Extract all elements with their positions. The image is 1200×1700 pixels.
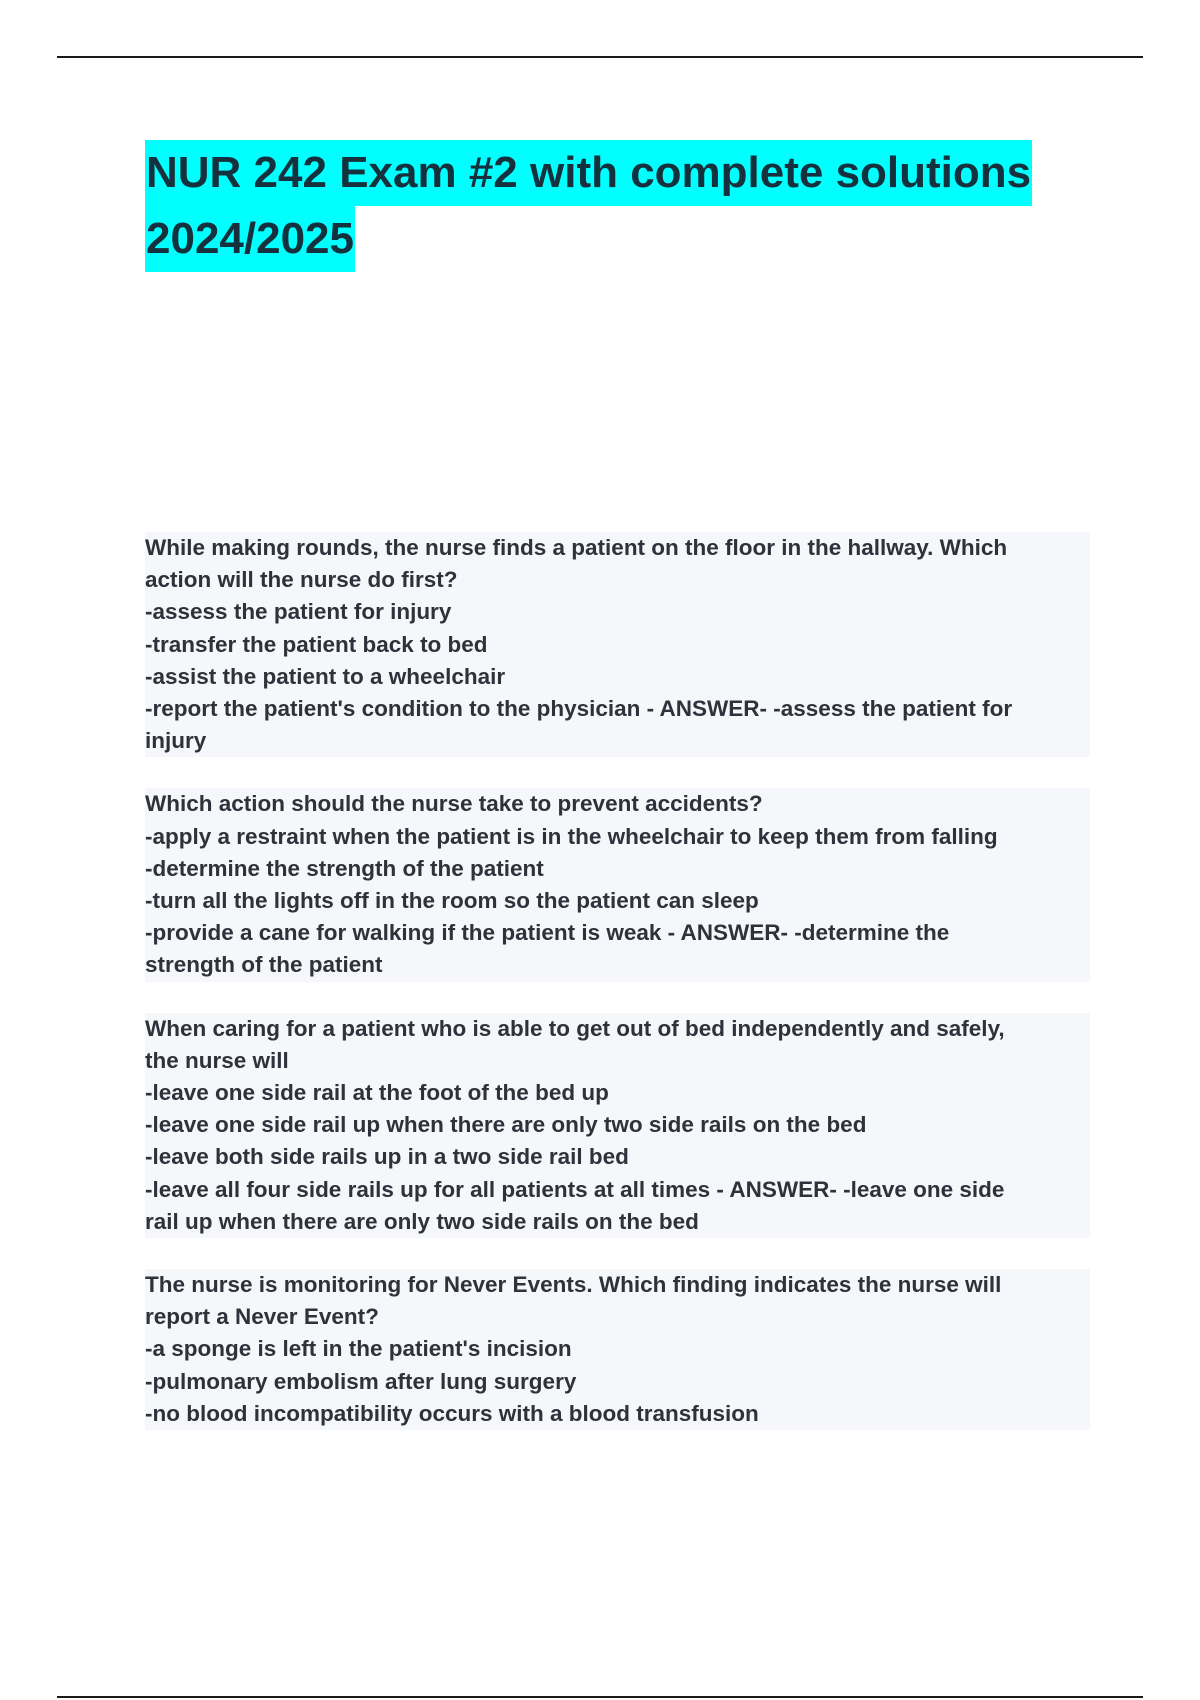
- answer-option: -no blood incompatibility occurs with a blood transfusion: [145, 1398, 1090, 1430]
- answer-option: -leave one side rail at the foot of the bed up: [145, 1077, 1090, 1109]
- question-text: When caring for a patient who is able to get out of bed independently and safely,: [145, 1013, 1090, 1045]
- answer-option: -provide a cane for walking if the patient is weak - ANSWER- -determine the: [145, 917, 1090, 949]
- question-text: action will the nurse do first?: [145, 564, 1090, 596]
- top-rule: [57, 56, 1143, 58]
- question-block-2: [145, 788, 1090, 981]
- question-text: While making rounds, the nurse finds a patient on the floor in the hallway. Which: [145, 532, 1090, 564]
- title-line-1: NUR 242 Exam #2 with complete solutions: [145, 140, 1032, 206]
- answer-option: -transfer the patient back to bed: [145, 629, 1090, 661]
- document-title: [145, 140, 1085, 272]
- question-text: report a Never Event?: [145, 1301, 1090, 1333]
- answer-option: -determine the strength of the patient: [145, 853, 1090, 885]
- question-block-3: [145, 1013, 1090, 1238]
- answer-option: -a sponge is left in the patient's incision: [145, 1333, 1090, 1365]
- correct-answer: strength of the patient: [145, 949, 1090, 981]
- question-block-4: [145, 1269, 1090, 1430]
- answer-option: -leave one side rail up when there are only two side rails on the bed: [145, 1109, 1090, 1141]
- question-text: The nurse is monitoring for Never Events. Which finding indicates the nurse will: [145, 1269, 1090, 1301]
- answer-option: -leave all four side rails up for all patients at all times - ANSWER- -leave one side: [145, 1174, 1090, 1206]
- question-list: [145, 532, 1090, 1461]
- answer-option: -leave both side rails up in a two side rail bed: [145, 1141, 1090, 1173]
- question-block-1: [145, 532, 1090, 757]
- correct-answer: rail up when there are only two side rails on the bed: [145, 1206, 1090, 1238]
- answer-option: -report the patient's condition to the physician - ANSWER- -assess the patient for: [145, 693, 1090, 725]
- question-text: Which action should the nurse take to prevent accidents?: [145, 788, 1090, 820]
- answer-option: -turn all the lights off in the room so the patient can sleep: [145, 885, 1090, 917]
- answer-option: -apply a restraint when the patient is in the wheelchair to keep them from falling: [145, 821, 1090, 853]
- answer-option: -assist the patient to a wheelchair: [145, 661, 1090, 693]
- answer-option: -assess the patient for injury: [145, 596, 1090, 628]
- title-line-2: 2024/2025: [145, 206, 355, 272]
- question-text: the nurse will: [145, 1045, 1090, 1077]
- correct-answer: injury: [145, 725, 1090, 757]
- bottom-rule: [57, 1696, 1143, 1698]
- answer-option: -pulmonary embolism after lung surgery: [145, 1366, 1090, 1398]
